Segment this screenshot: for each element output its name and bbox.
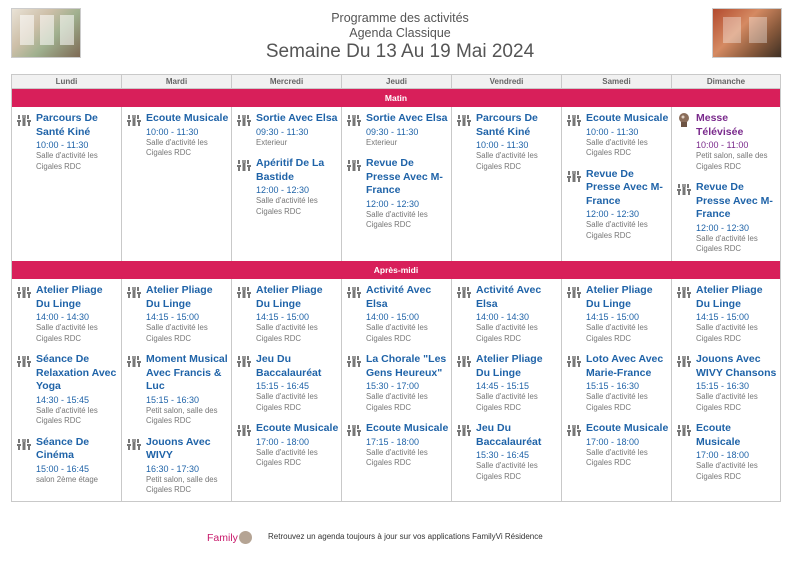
activity-icon <box>237 285 251 297</box>
activity-item[interactable] <box>122 436 231 496</box>
activity-item[interactable] <box>342 422 451 469</box>
activity-title: Ecoute Musicale <box>586 422 669 434</box>
activity-title: Jouons Avec WIVY Chansons <box>696 353 777 379</box>
activity-time: 14:45 - 15:15 <box>476 381 530 391</box>
activity-icon <box>567 169 581 181</box>
activity-item[interactable] <box>562 168 671 242</box>
activity-item[interactable] <box>672 284 780 344</box>
logo-mark-icon <box>239 531 252 544</box>
activity-time: 14:00 - 14:30 <box>36 312 90 322</box>
activity-icon <box>347 423 361 435</box>
activity-time: 12:00 - 12:30 <box>586 209 640 219</box>
activity-location: Salle d'activité les Cigales RDC <box>476 392 538 412</box>
day-header-row <box>12 75 780 89</box>
activity-location: Salle d'activité les Cigales RDC <box>586 392 648 412</box>
activity-item[interactable] <box>342 284 451 344</box>
activity-time: 14:00 - 14:30 <box>476 312 530 322</box>
day-header: Samedi <box>562 75 672 88</box>
activity-item[interactable] <box>562 422 671 469</box>
activity-title: Revue De Presse Avec M-France <box>586 167 663 207</box>
activity-location: Salle d'activité les Cigales RDC <box>256 447 318 467</box>
activity-item[interactable] <box>672 353 780 413</box>
activity-item[interactable] <box>672 112 780 172</box>
activity-location: Salle d'activité les Cigales RDC <box>696 323 758 343</box>
activity-time: 15:30 - 16:45 <box>476 450 530 460</box>
activity-time: 14:15 - 15:00 <box>256 312 310 322</box>
activity-icon <box>237 113 251 125</box>
activity-title: Sortie Avec Elsa <box>256 112 338 124</box>
day-header: Lundi <box>12 75 122 88</box>
activity-title: Ecoute Musicale <box>586 112 669 124</box>
activity-item[interactable] <box>452 353 561 413</box>
activity-time: 17:15 - 18:00 <box>366 436 420 447</box>
activity-location: Salle d'activité les Cigales RDC <box>366 323 428 343</box>
activity-icon <box>127 354 141 366</box>
schedule-grid <box>11 74 781 502</box>
activity-time: 17:00 - 18:00 <box>256 436 310 447</box>
day-column <box>562 107 672 261</box>
activity-location: Salle d'activité les Cigales RDC <box>586 447 648 467</box>
activity-icon <box>347 158 361 170</box>
activity-title: Atelier Pliage Du Linge <box>146 284 213 310</box>
activity-title: Atelier Pliage Du Linge <box>256 284 323 310</box>
activity-icon <box>127 437 141 449</box>
activity-title: Jeu Du Baccalauréat <box>476 422 542 448</box>
activity-item[interactable] <box>12 436 121 486</box>
activity-title: Apéritif De La Bastide <box>256 157 325 183</box>
activity-location: Petit salon, salle des Cigales RDC <box>146 405 218 425</box>
activity-time: 10:00 - 11:30 <box>36 140 89 150</box>
activity-icon <box>457 285 471 297</box>
activity-location: Salle d'activité les Cigales RDC <box>586 220 648 240</box>
day-column <box>452 279 562 501</box>
activity-time: 09:30 - 11:30 <box>366 126 419 137</box>
activity-title: Activité Avec Elsa <box>476 284 542 310</box>
activity-location: Salle d'activité les Cigales RDC <box>696 392 758 412</box>
day-column <box>232 107 342 261</box>
activity-time: 12:00 - 12:30 <box>256 185 310 195</box>
activity-time: 10:00 - 11:30 <box>586 126 639 137</box>
day-header: Mardi <box>122 75 232 88</box>
activity-icon <box>567 354 581 366</box>
week-title: Semaine Du 13 Au 19 Mai 2024 <box>265 41 535 62</box>
day-column <box>122 279 232 501</box>
activity-location: Salle d'activité les Cigales RDC <box>256 392 318 412</box>
activity-title: La Chorale "Les Gens Heureux" <box>366 353 447 379</box>
activity-title: Moment Musical Avec Francis & Luc <box>146 353 228 392</box>
day-column <box>562 279 672 501</box>
day-column <box>122 107 232 261</box>
day-column <box>672 279 780 501</box>
activity-location: Salle d'activité les Cigales RDC <box>696 233 758 253</box>
activity-icon <box>347 285 361 297</box>
logo-text: Family <box>207 532 238 544</box>
activity-item[interactable] <box>12 112 121 172</box>
activity-icon <box>677 423 691 435</box>
activity-title: Ecoute Musicale <box>366 422 449 434</box>
activity-time: 14:15 - 15:00 <box>586 312 640 322</box>
activity-location: Exterieur <box>256 137 288 147</box>
morning-band: Matin <box>12 89 780 107</box>
activity-location: Salle d'activité les Cigales RDC <box>256 323 318 343</box>
activity-icon <box>677 354 691 366</box>
activity-icon <box>17 354 31 366</box>
activity-icon <box>17 437 31 449</box>
activity-time: 14:15 - 15:00 <box>696 312 750 322</box>
activity-icon <box>457 113 471 125</box>
morning-section <box>12 107 780 261</box>
activity-time: 15:15 - 16:30 <box>696 381 750 391</box>
activity-item[interactable] <box>232 353 341 413</box>
activity-time: 12:00 - 12:30 <box>366 198 420 209</box>
day-header: Dimanche <box>706 77 746 86</box>
activity-title: Atelier Pliage Du Linge <box>476 353 543 379</box>
activity-location: Salle d'activité les Cigales RDC <box>36 405 98 425</box>
activity-location: Salle d'activité les Cigales RDC <box>256 196 318 216</box>
day-header: Jeudi <box>342 75 452 88</box>
activity-location: salon 2ème étage <box>36 474 98 484</box>
activity-time: 10:00 - 11:30 <box>146 126 199 137</box>
day-column <box>672 107 780 261</box>
activity-icon <box>457 423 471 435</box>
activity-icon <box>17 285 31 297</box>
familyvi-logo <box>207 531 252 544</box>
activity-title: Séance De Cinéma <box>36 435 90 461</box>
activity-title: Séance De Relaxation Avec Yoga <box>36 353 117 392</box>
activity-item[interactable] <box>672 181 780 255</box>
activity-item[interactable] <box>232 157 341 217</box>
activity-icon <box>567 285 581 297</box>
activity-time: 14:00 - 15:00 <box>366 312 420 322</box>
activity-item[interactable] <box>12 284 121 344</box>
activity-location: Salle d'activité les Cigales RDC <box>36 323 98 343</box>
activity-title: Jouons Avec WIVY <box>146 435 211 461</box>
activity-item[interactable] <box>232 284 341 344</box>
activity-time: 10:00 - 11:00 <box>696 140 749 150</box>
activity-title: Parcours De Santé Kiné <box>476 112 538 138</box>
day-column <box>452 107 562 261</box>
activity-location: Salle d'activité les Cigales RDC <box>476 151 538 171</box>
activity-title: Atelier Pliage Du Linge <box>586 284 653 310</box>
activity-item[interactable] <box>12 353 121 427</box>
activity-title: Sortie Avec Elsa <box>366 112 448 124</box>
day-column <box>12 107 122 261</box>
activity-item[interactable] <box>562 353 671 413</box>
activity-item[interactable] <box>562 112 671 159</box>
activity-time: 14:15 - 15:00 <box>146 312 200 322</box>
activity-location: Salle d'activité les Cigales RDC <box>476 461 538 481</box>
activity-location: Salle d'activité les Cigales RDC <box>146 323 208 343</box>
day-header: Mercredi <box>232 75 342 88</box>
activity-location: Salle d'activité les Cigales RDC <box>36 151 98 171</box>
activity-icon <box>17 113 31 125</box>
activity-location: Salle d'activité les Cigales RDC <box>696 461 758 481</box>
activity-icon <box>127 285 141 297</box>
activity-title: Revue De Presse Avec M-France <box>366 157 443 196</box>
activity-time: 12:00 - 12:30 <box>696 222 750 233</box>
activity-location: Salle d'activité les Cigales RDC <box>146 137 208 157</box>
activity-time: 17:00 - 18:00 <box>696 450 750 460</box>
activity-time: 14:30 - 15:45 <box>36 394 90 405</box>
activity-location: Petit salon, salle des Cigales RDC <box>146 474 218 494</box>
activity-title: Loto Avec Avec Marie-France <box>586 353 664 379</box>
activity-title: Parcours De Santé Kiné <box>36 112 98 138</box>
day-column <box>12 279 122 501</box>
activity-title: Revue De Presse Avec M-France <box>696 181 773 220</box>
activity-item[interactable] <box>232 112 341 148</box>
activity-time: 15:30 - 17:00 <box>366 381 420 391</box>
activity-location: Petit salon, salle des Cigales RDC <box>696 151 768 171</box>
activity-icon <box>237 423 251 435</box>
activity-time: 10:00 - 11:30 <box>476 140 529 150</box>
afternoon-band: Après-midi <box>12 261 780 279</box>
activity-time: 16:30 - 17:30 <box>146 463 200 474</box>
activity-title: Ecoute Musicale <box>256 422 339 434</box>
activity-icon <box>567 423 581 435</box>
activity-time: 15:15 - 16:45 <box>256 381 310 391</box>
activity-item[interactable] <box>122 112 231 159</box>
activity-icon <box>677 285 691 297</box>
activity-item[interactable] <box>562 284 671 344</box>
activity-icon <box>237 354 251 366</box>
activity-icon <box>457 354 471 366</box>
activity-time: 09:30 - 11:30 <box>256 126 309 137</box>
activity-location: Salle d'activité les Cigales RDC <box>476 323 538 343</box>
activity-location: Salle d'activité les Cigales RDC <box>366 392 428 412</box>
activity-title: Atelier Pliage Du Linge <box>36 284 103 310</box>
activity-time: 15:00 - 16:45 <box>36 463 90 474</box>
activity-title: Messe Télévisée <box>696 112 744 138</box>
activity-title: Ecoute Musicale <box>146 112 229 124</box>
activity-item[interactable] <box>452 112 561 172</box>
activity-icon <box>347 113 361 125</box>
activity-location: Salle d'activité les Cigales RDC <box>586 323 648 343</box>
day-header: Vendredi <box>452 75 562 88</box>
agenda-type: Agenda Classique <box>349 26 451 40</box>
activity-item[interactable] <box>452 284 561 344</box>
activity-title: Ecoute Musicale <box>696 422 741 448</box>
activity-time: 15:15 - 16:30 <box>146 394 200 405</box>
activity-item[interactable] <box>342 157 451 231</box>
activity-item[interactable] <box>342 353 451 413</box>
activity-icon <box>237 158 251 170</box>
day-column <box>232 279 342 501</box>
activity-title: Atelier Pliage Du Linge <box>696 284 763 310</box>
activity-location: Salle d'activité les Cigales RDC <box>366 447 428 467</box>
activity-item[interactable] <box>122 284 231 344</box>
activity-time: 15:15 - 16:30 <box>586 381 640 391</box>
activity-item[interactable] <box>232 422 341 469</box>
day-column <box>342 107 452 261</box>
prayer-icon <box>677 113 691 125</box>
activity-item[interactable] <box>672 422 780 482</box>
day-column <box>342 279 452 501</box>
activity-icon <box>347 354 361 366</box>
activity-icon <box>677 182 691 194</box>
activity-title: Jeu Du Baccalauréat <box>256 353 322 379</box>
activity-location: Salle d'activité les Cigales RDC <box>366 209 428 229</box>
activity-time: 17:00 - 18:00 <box>586 436 640 447</box>
activity-location: Salle d'activité les Cigales RDC <box>586 137 648 157</box>
activity-item[interactable] <box>342 112 451 148</box>
afternoon-section <box>12 279 780 501</box>
activity-title: Activité Avec Elsa <box>366 284 432 310</box>
activity-item[interactable] <box>452 422 561 482</box>
footer-text: Retrouvez un agenda toujours à jour sur vos applications FamilyVi Résidence <box>268 532 543 541</box>
activity-item[interactable] <box>122 353 231 427</box>
activity-icon <box>567 113 581 125</box>
activity-location: Exterieur <box>366 137 398 147</box>
program-title: Programme des activités <box>331 11 469 25</box>
activity-icon <box>127 113 141 125</box>
